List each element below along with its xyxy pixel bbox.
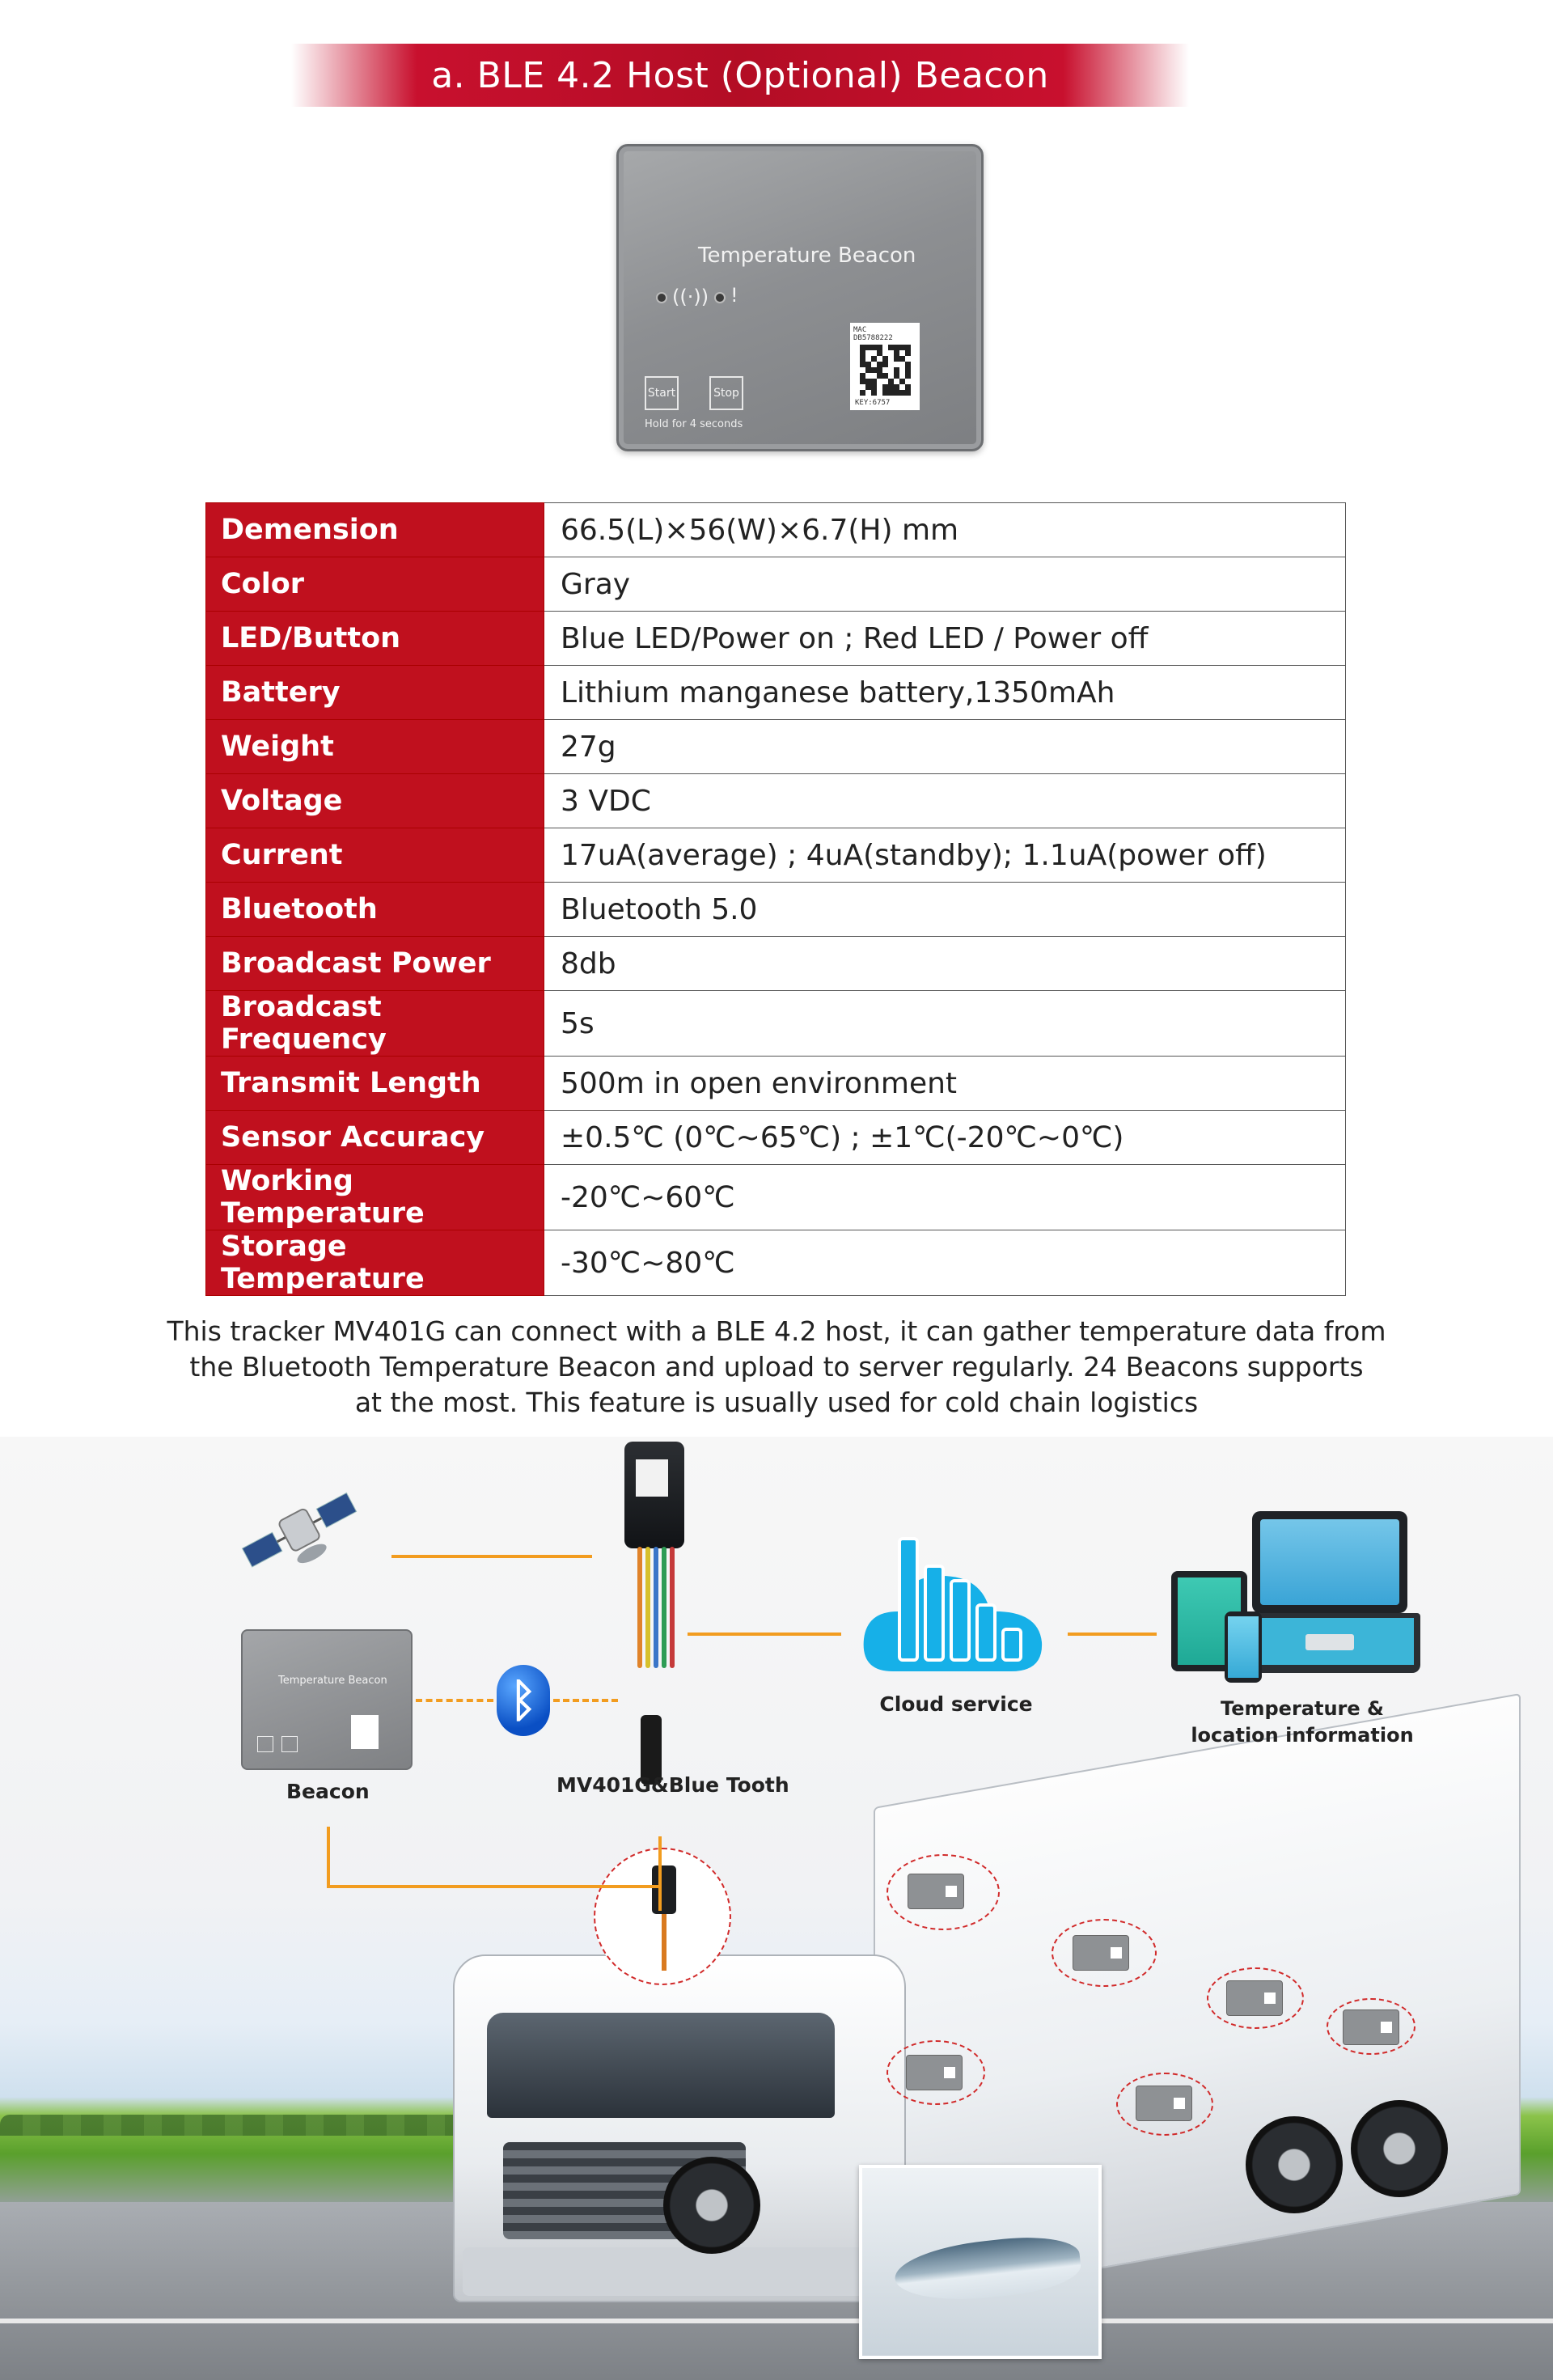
- temperature-beacon-image: [616, 144, 984, 451]
- spec-key: Demension: [206, 503, 544, 557]
- tracker-zoom-wire: [662, 1914, 666, 1971]
- tracker-wire-blue: [654, 1547, 658, 1668]
- spec-value: 3 VDC: [544, 774, 1346, 828]
- spec-value: 5s: [544, 991, 1346, 1057]
- mv401g-tracker-image: [624, 1442, 684, 1548]
- beacon-start-button: Start: [645, 376, 679, 410]
- phone-screen: [1228, 1616, 1259, 1678]
- qr-key-label: KEY:6757: [855, 399, 891, 407]
- spec-value: 500m in open environment: [544, 1057, 1346, 1111]
- cloud-service-icon: [861, 1534, 1047, 1679]
- trailer-beacon: [906, 2055, 963, 2090]
- blue-led: [656, 292, 667, 303]
- road-marking: [0, 2319, 1553, 2323]
- spec-row: [206, 503, 1346, 557]
- spec-key: Bluetooth: [206, 883, 544, 937]
- laptop-icon: [1252, 1511, 1407, 1613]
- beacon-label: Beacon: [286, 1780, 370, 1803]
- beacon-diagram-device: [241, 1629, 413, 1770]
- device-connector: [1068, 1633, 1157, 1636]
- beacon-bluetooth-connector-left: [416, 1699, 493, 1702]
- satellite-connector: [391, 1555, 592, 1558]
- spec-row: [206, 1230, 1346, 1296]
- truck-bumper: [463, 2247, 899, 2296]
- fish-icon: [892, 2231, 1083, 2307]
- trailer-beacon: [908, 1874, 964, 1909]
- tracker-truck-connector: [658, 1836, 662, 1911]
- beacon-truck-connector: [327, 1885, 662, 1888]
- spec-row: [206, 937, 1346, 991]
- spec-value: Lithium manganese battery,1350mAh: [544, 666, 1346, 720]
- spec-key: Color: [206, 557, 544, 612]
- fish-cargo-image: [859, 2165, 1102, 2359]
- trailer-beacon: [1343, 2009, 1399, 2045]
- laptop-screen: [1260, 1519, 1399, 1605]
- cloud-connector: [688, 1633, 841, 1636]
- spec-row: [206, 720, 1346, 774]
- beacon-stop-button: Stop: [709, 376, 743, 410]
- qr-mac-label: MAC: [853, 326, 867, 334]
- spec-value: Gray: [544, 557, 1346, 612]
- cloud-service-label: Cloud service: [879, 1692, 1033, 1716]
- spec-key: LED/Button: [206, 612, 544, 666]
- spec-row: [206, 774, 1346, 828]
- spec-key: Broadcast Frequency: [206, 991, 544, 1057]
- qr-code-id: DB5788222: [853, 334, 893, 342]
- spec-key: Working Temperature: [206, 1165, 544, 1230]
- tracker-wire-orange: [637, 1547, 642, 1668]
- spec-row: [206, 612, 1346, 666]
- hold-instruction: Hold for 4 seconds: [645, 418, 743, 430]
- trailer-beacon: [1226, 1980, 1283, 2016]
- info-label-line-2: location information: [1191, 1724, 1414, 1747]
- info-label-line-1: Temperature &: [1221, 1697, 1384, 1720]
- spec-value: ±0.5℃ (0℃~65℃) ; ±1℃(-20℃~0℃): [544, 1111, 1346, 1165]
- tracker-zoom-circle: [594, 1848, 731, 1985]
- spec-value: 66.5(L)×56(W)×6.7(H) mm: [544, 503, 1346, 557]
- spec-key: Battery: [206, 666, 544, 720]
- tracker-wire-yellow: [645, 1547, 650, 1668]
- start-button-icon: [257, 1736, 273, 1752]
- description-line-2: the Bluetooth Temperature Beacon and upload to server regularly. 24 Beacons supports: [189, 1351, 1364, 1383]
- spec-row: [206, 666, 1346, 720]
- qr-code-icon: [351, 1715, 379, 1749]
- warning-icon: !: [730, 284, 738, 307]
- spec-key: Voltage: [206, 774, 544, 828]
- description-line-3: at the most. This feature is usually used for cold chain logistics: [354, 1387, 1199, 1418]
- trailer-beacon: [1073, 1935, 1129, 1971]
- spec-row: [206, 1057, 1346, 1111]
- spec-row: [206, 1111, 1346, 1165]
- tracker-label: MV401G&Blue Tooth: [556, 1773, 789, 1797]
- truck-wheel-rear-1: [1246, 2116, 1343, 2213]
- spec-key: Storage Temperature: [206, 1230, 544, 1296]
- beacon-down-connector: [327, 1827, 330, 1887]
- description-line-1: This tracker MV401G can connect with a BLE 4.2 host, it can gather temperature data from: [167, 1315, 1386, 1347]
- satellite-icon: [239, 1487, 361, 1576]
- spec-key: Current: [206, 828, 544, 883]
- spec-value: 8db: [544, 937, 1346, 991]
- spec-row: [206, 1165, 1346, 1230]
- section-title: a. BLE 4.2 Host (Optional) Beacon: [431, 54, 1049, 96]
- tree-line: [0, 2115, 485, 2136]
- spec-value: Blue LED/Power on ; Red LED / Power off: [544, 612, 1346, 666]
- spec-row: [206, 828, 1346, 883]
- feature-description: [154, 1314, 1399, 1421]
- tracker-label-sticker: [636, 1459, 668, 1497]
- spec-value: 27g: [544, 720, 1346, 774]
- spec-row: [206, 991, 1346, 1057]
- section-title-banner: [291, 44, 1189, 107]
- qr-code-icon: [860, 345, 916, 396]
- spec-value: -30℃~80℃: [544, 1230, 1346, 1296]
- spec-value: 17uA(average) ; 4uA(standby); 1.1uA(power off): [544, 828, 1346, 883]
- spec-key: Broadcast Power: [206, 937, 544, 991]
- qr-sticker: [850, 323, 920, 410]
- bluetooth-icon: ᛒ: [497, 1665, 550, 1736]
- spec-key: Sensor Accuracy: [206, 1111, 544, 1165]
- phone-icon: [1225, 1611, 1262, 1683]
- spec-value: -20℃~60℃: [544, 1165, 1346, 1230]
- tracker-wire-red: [670, 1547, 675, 1668]
- tracker-zoom-device: [652, 1865, 676, 1914]
- truck-cab: [453, 1954, 906, 2302]
- beacon-diagram-title: Temperature Beacon: [278, 1675, 387, 1687]
- tracker-wire-green: [662, 1547, 666, 1668]
- laptop-base: [1239, 1613, 1420, 1673]
- stop-button-icon: [281, 1736, 298, 1752]
- spec-value: Bluetooth 5.0: [544, 883, 1346, 937]
- red-led: [714, 292, 726, 303]
- beacon-device-title: Temperature Beacon: [698, 244, 916, 268]
- trailer-beacon: [1136, 2086, 1192, 2121]
- spec-row: [206, 883, 1346, 937]
- truck-wheel-rear-2: [1351, 2100, 1448, 2197]
- spec-row: [206, 557, 1346, 612]
- wireless-signal-icon: ((·)): [672, 286, 709, 308]
- spec-key: Transmit Length: [206, 1057, 544, 1111]
- specification-table: [205, 502, 1346, 1296]
- info-label: [1173, 1696, 1432, 1749]
- beacon-bluetooth-connector-right: [553, 1699, 618, 1702]
- truck-windshield: [487, 2013, 835, 2118]
- spec-key: Weight: [206, 720, 544, 774]
- truck-wheel-front: [663, 2157, 760, 2254]
